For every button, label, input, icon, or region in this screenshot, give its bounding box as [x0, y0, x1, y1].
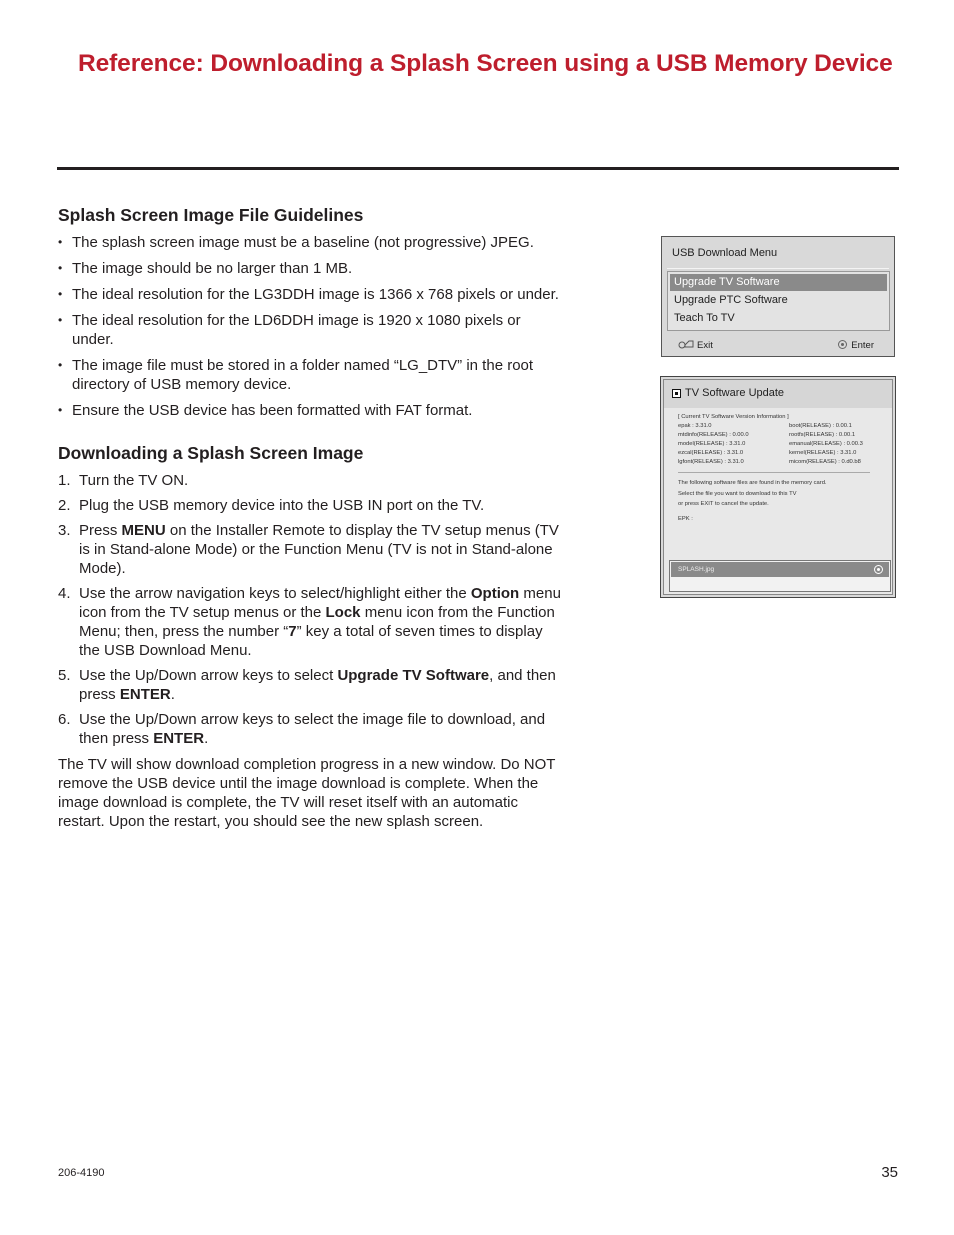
page-number: 35	[881, 1164, 898, 1181]
document-number: 206-4190	[58, 1167, 105, 1179]
window-icon	[672, 389, 681, 398]
step-text: Turn the TV ON.	[79, 472, 189, 489]
enter-hint[interactable]	[838, 334, 874, 357]
step-text: ” key a total of seven times to display the USB Download Menu.	[79, 623, 543, 659]
step-emphasis: Lock	[325, 604, 361, 621]
version-left-0: epak : 3.31.0	[678, 423, 712, 429]
step-text: menu icon from the Function Menu; then, press the number “	[79, 604, 555, 640]
usb-menu-title: USB Download Menu	[672, 247, 778, 259]
step-text: Use the Up/Down arrow keys to select	[79, 667, 338, 684]
file-list	[669, 560, 891, 592]
remote-exit-icon	[678, 339, 694, 349]
guidelines-heading: Splash Screen Image File Guidelines	[58, 205, 364, 225]
version-right-4: micom(RELEASE) : 0.d0.b8	[789, 459, 861, 465]
page-title: Reference: Downloading a Splash Screen using a USB Memory Device	[78, 50, 893, 77]
usb-download-menu-screenshot	[661, 236, 895, 357]
step-number: 5.	[58, 667, 71, 684]
step-text: menu icon from the TV setup menus or the	[79, 585, 561, 621]
tv-software-update-screenshot	[660, 376, 896, 598]
version-right-1: rootfs(RELEASE) : 0.00.1	[789, 432, 856, 438]
step-emphasis: Option	[470, 585, 520, 602]
step-item	[58, 666, 563, 704]
menu-item-upgrade-tv-software[interactable]: Upgrade TV Software	[670, 274, 887, 291]
file-name: SPLASH.jpg	[678, 566, 715, 573]
version-right-3: kernel(RELEASE) : 3.31.0	[789, 450, 857, 456]
step-item	[58, 710, 563, 748]
file-item-splash[interactable]	[671, 562, 889, 577]
closing-paragraph: The TV will show download completion progress in a new window. Do NOT remove the USB device until the image download is complete. When the image download is complete, the TV will reset itself with an automatic restart. Upon the restart, you should see the new splash screen.	[58, 756, 556, 830]
guideline-item: • The splash screen image must be a baseline (not progressive) JPEG.	[58, 233, 563, 252]
step-text: .	[170, 686, 175, 703]
version-left-4: lgfont(RELEASE) : 3.31.0	[678, 459, 744, 465]
menu-item-upgrade-ptc-software[interactable]: Upgrade PTC Software	[674, 294, 788, 306]
enter-label: Enter	[851, 340, 874, 351]
version-right-2: emanual(RELEASE) : 0.00.3	[789, 441, 863, 447]
steps-list	[58, 471, 563, 748]
step-text: Use the arrow navigation keys to select/highlight either the	[79, 585, 471, 602]
main-column	[58, 206, 563, 831]
message-line-0: The following software files are found in the memory card.	[678, 480, 827, 486]
usb-menu-divider	[667, 268, 889, 269]
file-select-radio-icon[interactable]	[874, 565, 883, 574]
step-item	[58, 521, 563, 578]
usb-menu-footer	[662, 334, 894, 357]
update-dialog	[663, 379, 893, 595]
step-number: 2.	[58, 497, 71, 514]
step-number: 6.	[58, 711, 71, 728]
step-item	[58, 584, 563, 660]
version-right-0: boot(RELEASE) : 0.00.1	[789, 423, 852, 429]
step-item	[58, 496, 563, 515]
step-emphasis: MENU	[121, 522, 166, 539]
exit-hint[interactable]	[678, 334, 713, 357]
step-emphasis: ENTER	[153, 730, 205, 747]
step-text: .	[204, 730, 209, 747]
step-text: , and then press	[79, 667, 556, 703]
step-emphasis: 7	[288, 623, 297, 640]
usb-menu-list	[667, 271, 890, 331]
update-title: TV Software Update	[685, 387, 785, 399]
step-text: Plug the USB memory device into the USB IN port on the TV.	[79, 497, 485, 514]
message-line-2: or press EXIT to cancel the update.	[678, 501, 769, 507]
step-number: 3.	[58, 522, 71, 539]
guideline-item: • The image file must be stored in a folder named “LG_DTV” in the root directory of USB memory device.	[58, 356, 563, 394]
guideline-item: • The ideal resolution for the LG3DDH image is 1366 x 768 pixels or under.	[58, 285, 563, 304]
guidelines-list	[58, 233, 563, 420]
enter-radio-icon	[838, 340, 847, 349]
exit-label: Exit	[697, 340, 713, 351]
step-text: on the Installer Remote to display the TV setup menus (TV is in Stand-alone Mode) or the Function Menu (TV is not in Stand-alone Mode).	[79, 522, 559, 577]
guideline-item: • Ensure the USB device has been formatted with FAT format.	[58, 401, 563, 420]
steps-heading: Downloading a Splash Screen Image	[58, 443, 364, 463]
guideline-item: • The image should be no larger than 1 MB.	[58, 259, 563, 278]
step-number: 4.	[58, 585, 71, 602]
menu-item-teach-to-tv[interactable]: Teach To TV	[674, 312, 735, 324]
guideline-item: • The ideal resolution for the LD6DDH image is 1920 x 1080 pixels or under.	[58, 311, 563, 349]
epk-label: EPK :	[678, 516, 693, 522]
version-left-3: ezcal(RELEASE) : 3.31.0	[678, 450, 744, 456]
step-text: Press	[79, 522, 122, 539]
version-left-1: mtdinfo(RELEASE) : 0.00.0	[678, 432, 749, 438]
info-divider	[678, 472, 870, 473]
message-line-1: Select the file you want to download to this TV	[678, 491, 797, 497]
title-divider	[57, 167, 899, 170]
update-titlebar	[664, 380, 892, 408]
step-number: 1.	[58, 472, 71, 489]
version-info-header: [ Current TV Software Version Information ]	[678, 414, 789, 420]
step-emphasis: ENTER	[119, 686, 171, 703]
step-item	[58, 471, 563, 490]
version-left-2: model(RELEASE) : 3.31.0	[678, 441, 746, 447]
step-emphasis: Upgrade TV Software	[337, 667, 490, 684]
step-text: Use the Up/Down arrow keys to select the image file to download, and then press	[79, 711, 546, 747]
